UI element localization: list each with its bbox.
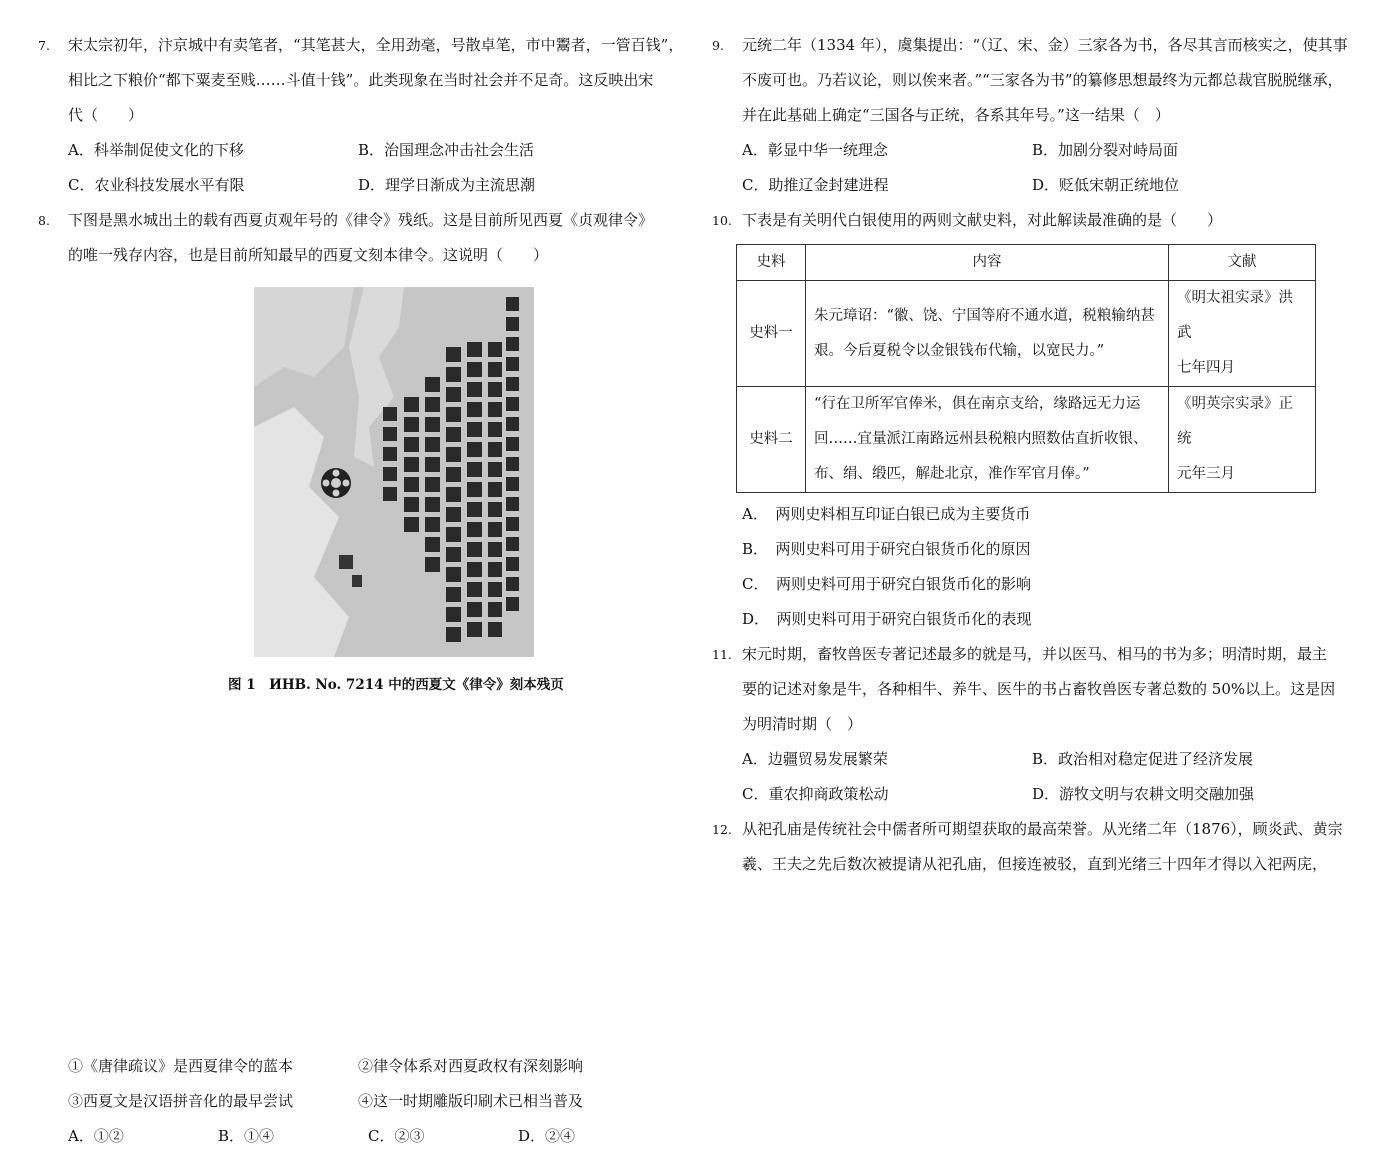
cell-line: “行在卫所军官俸米，俱在南京支给，缘路远无力运 xyxy=(814,396,1141,412)
option-a[interactable]: A．科举制促使文化的下移 xyxy=(68,141,244,159)
statement-4: ④这一时期雕版印刷术已相当普及 xyxy=(358,1092,584,1110)
question-stem-line: 宋元时期，畜牧兽医专著记述最多的就是马，并以医马、相马的书为多；明清时期，最主 xyxy=(742,645,1328,663)
question-number: 8. xyxy=(38,213,50,228)
cell-line: 朱元璋诏：“徽、饶、宁国等府不通水道，税粮输纳甚 xyxy=(814,307,1155,324)
question-10 xyxy=(712,203,1362,637)
question-stem-line: 代（ ） xyxy=(68,106,144,124)
flower-stamp-icon xyxy=(321,468,351,498)
option-a[interactable]: A．彰显中华一统理念 xyxy=(742,141,888,159)
option-b[interactable]: B．①④ xyxy=(218,1127,275,1145)
option-a[interactable]: A． 两则史料相互印证白银已成为主要货币 xyxy=(742,505,1031,523)
figure-caption: 图 1 ИНВ. No. 7214 中的西夏文《律令》刻本残页 xyxy=(228,677,564,693)
table-row xyxy=(737,387,1316,493)
option-c[interactable]: C．重农抑商政策松动 xyxy=(742,785,889,803)
table-cell: 史料一 xyxy=(737,281,806,387)
option-d[interactable]: D． 两则史料可用于研究白银货币化的表现 xyxy=(742,610,1032,628)
question-stem-line: 要的记述对象是牛，各种相牛、养牛、医牛的书占畜牧兽医专著总数的 50%以上。这是因 xyxy=(742,680,1336,698)
table-header: 内容 xyxy=(806,245,1169,281)
table-cell xyxy=(806,281,1169,387)
question-stem-line: 为明清时期（ ） xyxy=(742,715,863,733)
option-d[interactable]: D．②④ xyxy=(518,1127,576,1145)
question-11 xyxy=(712,637,1362,812)
question-number: 10. xyxy=(712,213,732,228)
statement-1: ①《唐律疏议》是西夏律令的蓝本 xyxy=(68,1057,294,1075)
question-stem-line: 相比之下粮价“都下粟麦至贱……斗值十钱”。此类现象在当时社会并不足奇。这反映出宋 xyxy=(68,71,654,89)
option-d[interactable]: D．理学日渐成为主流思潮 xyxy=(358,176,536,194)
left-column xyxy=(38,28,688,1154)
table-cell xyxy=(1169,387,1316,493)
option-d[interactable]: D．游牧文明与农耕文明交融加强 xyxy=(1032,785,1255,803)
option-b[interactable]: B．政治相对稳定促进了经济发展 xyxy=(1032,750,1254,768)
cell-line: 元年三月 xyxy=(1177,466,1235,482)
question-stem-line: 下表是有关明代白银使用的两则文献史料，对此解读最准确的是（ ） xyxy=(742,211,1223,229)
option-b[interactable]: B．治国理念冲击社会生活 xyxy=(358,141,535,159)
figure xyxy=(38,287,688,693)
question-stem-line: 下图是黑水城出土的载有西夏贞观年号的《律令》残纸。这是目前所见西夏《贞观律令》 xyxy=(68,211,654,229)
question-stem-line: 宋太宗初年，汴京城中有卖笔者，“其笔甚大，全用劲毫，号散卓笔，市中鬻者，一管百钱”， xyxy=(68,36,684,54)
cell-line: 艰。今后夏税令以金银钱布代输，以宽民力。” xyxy=(814,342,1105,359)
option-c[interactable]: C．助推辽金封建进程 xyxy=(742,176,889,194)
question-stem-line: 羲、王夫之先后数次被提请从祀孔庙，但接连被驳，直到光绪三十四年才得以入祀两庑， xyxy=(742,855,1328,873)
statement-2: ②律令体系对西夏政权有深刻影响 xyxy=(358,1057,584,1075)
question-stem-line: 不废可也。乃若议论，则以俟来者。”“三家各为书”的纂修思想最终为元都总裁官脱脱继承， xyxy=(742,71,1343,89)
question-number: 9. xyxy=(712,38,724,53)
option-d[interactable]: D．贬低宋朝正统地位 xyxy=(1032,176,1180,194)
table-cell xyxy=(806,387,1169,493)
question-number: 7. xyxy=(38,38,50,53)
question-number: 12. xyxy=(712,822,732,837)
question-stem-line: 的唯一残存内容，也是目前所知最早的西夏文刻本律令。这说明（ ） xyxy=(68,246,549,264)
cell-line: 《明太祖实录》洪武 xyxy=(1177,290,1293,341)
option-b[interactable]: B．加剧分裂对峙局面 xyxy=(1032,141,1179,159)
source-table xyxy=(736,244,1316,493)
question-8 xyxy=(38,203,688,1154)
cell-line: 七年四月 xyxy=(1177,360,1235,376)
table-header: 文献 xyxy=(1169,245,1316,281)
option-a[interactable]: A．边疆贸易发展繁荣 xyxy=(742,750,888,768)
question-number: 11. xyxy=(712,647,732,662)
option-c[interactable]: C．农业科技发展水平有限 xyxy=(68,176,245,194)
statement-3: ③西夏文是汉语拼音化的最早尝试 xyxy=(68,1092,294,1110)
table-header-row xyxy=(737,245,1316,281)
question-stem-line: 并在此基础上确定“三国各与正统，各系其年号。”这一结果（ ） xyxy=(742,106,1170,124)
question-stem-line: 元统二年（1334 年），虞集提出：“（辽、宋、金）三家各为书，各尽其言而核实之，使其事 xyxy=(742,36,1348,54)
option-c[interactable]: C． 两则史料可用于研究白银货币化的影响 xyxy=(742,575,1031,593)
table-header: 史料 xyxy=(737,245,806,281)
question-7 xyxy=(38,28,688,203)
option-a[interactable]: A．①② xyxy=(68,1127,124,1145)
option-b[interactable]: B． 两则史料可用于研究白银货币化的原因 xyxy=(742,540,1031,558)
question-stem-line: 从祀孔庙是传统社会中儒者所可期望获取的最高荣誉。从光绪二年（1876），顾炎武、黄宗 xyxy=(742,820,1343,838)
cell-line: 回……宜量派江南路远州县税粮内照数估直折收银、 xyxy=(814,431,1148,447)
tangut-manuscript-image xyxy=(254,287,534,657)
cell-line: 布、绢、缎匹，解赴北京，准作军官月俸。” xyxy=(814,466,1090,482)
table-cell xyxy=(1169,281,1316,387)
right-column xyxy=(712,28,1362,882)
cell-line: 《明英宗实录》正统 xyxy=(1177,396,1293,447)
table-row xyxy=(737,281,1316,387)
table-cell: 史料二 xyxy=(737,387,806,493)
question-12 xyxy=(712,812,1362,882)
question-9 xyxy=(712,28,1362,203)
option-c[interactable]: C．②③ xyxy=(368,1127,425,1145)
